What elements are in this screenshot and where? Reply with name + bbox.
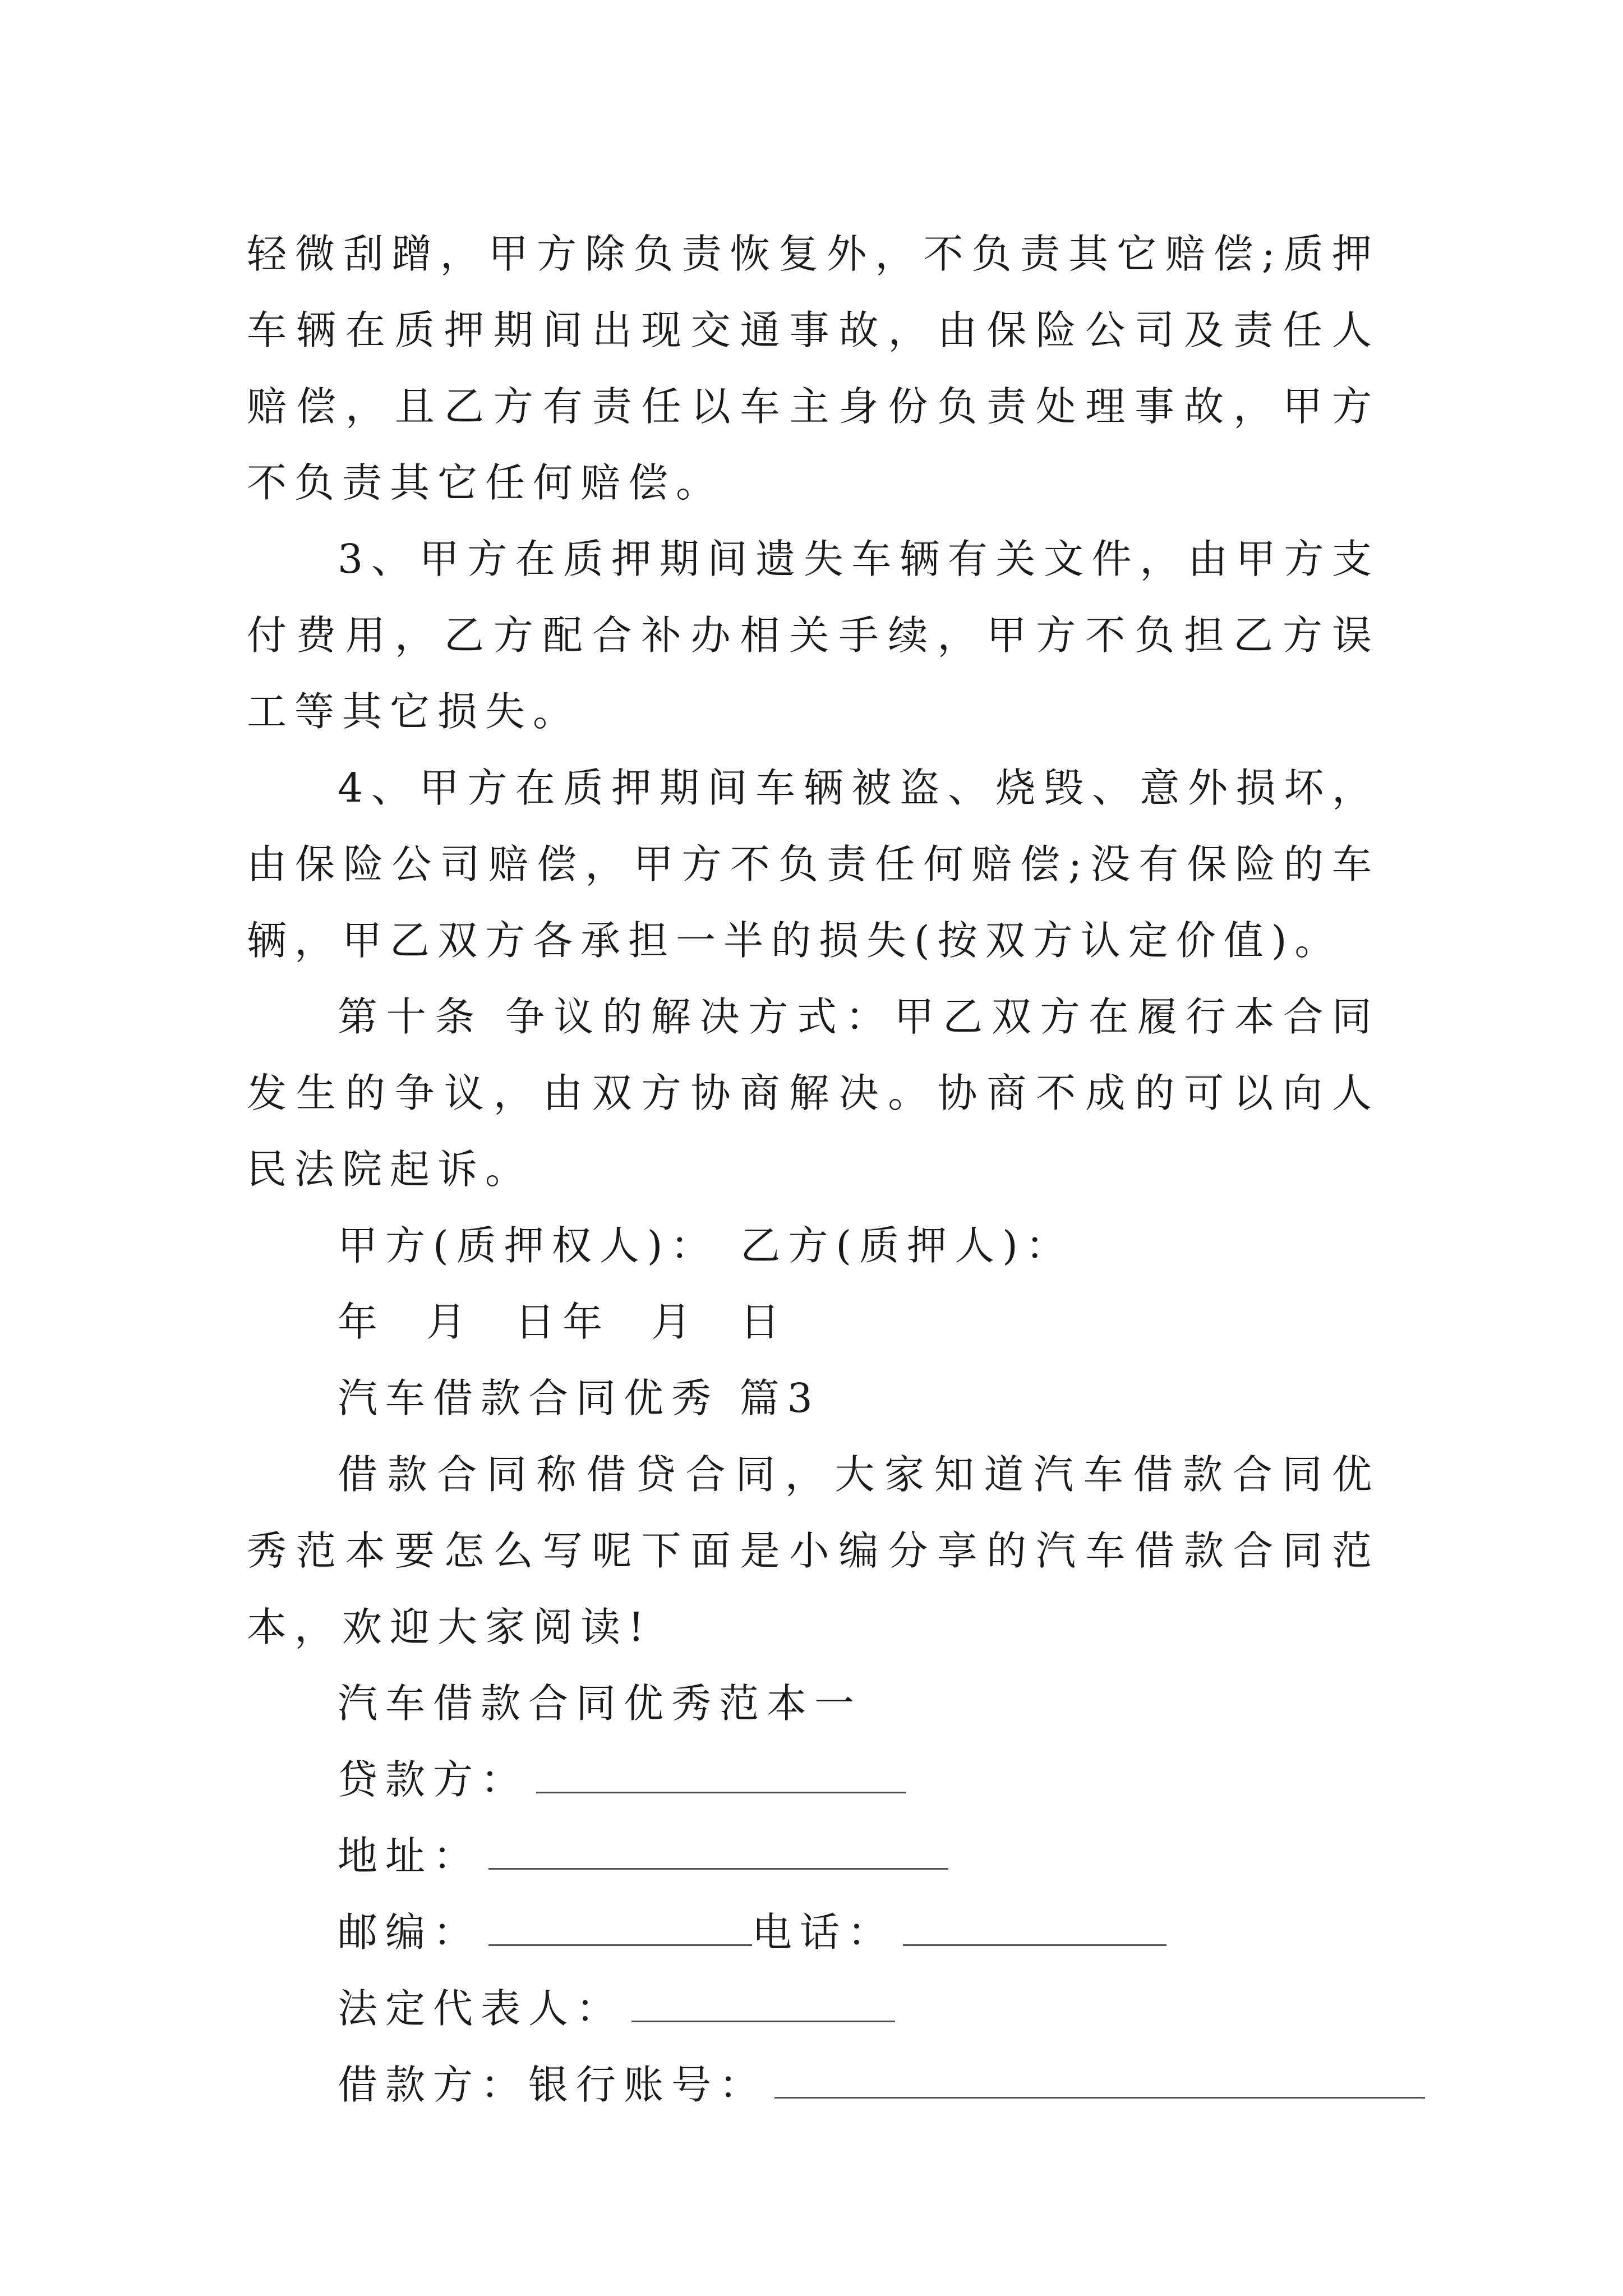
borrower-field-row <box>247 2047 1380 2123</box>
address-label: 地址： <box>338 1833 481 1879</box>
pledgor-label: 乙方(质押人)： <box>740 1222 1073 1269</box>
paragraph-clause-4: 4、甲方在质押期间车辆被盗、烧毁、意外损坏，由保险公司赔偿，甲方不负责任何赔偿;没有保险的车辆，甲乙双方各承担一半的损失(按双方认定价值)。 <box>247 765 1380 964</box>
template-title: 汽车借款合同优秀范本一 <box>338 1680 863 1727</box>
address-blank[interactable] <box>488 1829 948 1870</box>
paragraph-damage-terms: 轻微刮蹭，甲方除负责恢复外，不负责其它赔偿;质押车辆在质押期间出现交通事故，由保险公司及责任人赔偿，且乙方有责任以车主身份负责处理事故，甲方不负责其它任何赔偿。 <box>247 231 1380 506</box>
legal-rep-label: 法定代表人： <box>338 1985 624 2032</box>
signature-date-line: 年 月 日年 月 日 <box>338 1299 788 1345</box>
lender-field-row <box>247 1742 1380 1818</box>
lender-label: 贷款方： <box>338 1756 529 1803</box>
borrower-label: 借款方：银行账号： <box>338 2062 767 2108</box>
pledgee-label: 甲方(质押权人)： <box>338 1222 718 1269</box>
legal-rep-blank[interactable] <box>631 1981 895 2022</box>
legal-rep-field-row <box>247 1971 1380 2047</box>
postcode-phone-row <box>247 1894 1380 1971</box>
document-body <box>247 216 1380 2123</box>
paragraph-clause-3: 3、甲方在质押期间遗失车辆有关文件，由甲方支付费用，乙方配合补办相关手续，甲方不负担乙方误工等其它损失。 <box>247 536 1380 735</box>
bank-account-blank[interactable] <box>774 2058 1425 2099</box>
paragraph-article-10: 第十条 争议的解决方式：甲乙双方在履行本合同发生的争议，由双方协商解决。协商不成的可以向人民法院起诉。 <box>247 993 1380 1193</box>
phone-label: 电话： <box>752 1909 896 1955</box>
postcode-label: 邮编： <box>338 1909 481 1955</box>
address-field-row <box>247 1818 1380 1894</box>
signature-parties-line <box>247 1208 1380 1284</box>
paragraph-intro: 借款合同称借贷合同，大家知道汽车借款合同优秀范本要怎么写呢下面是小编分享的汽车借款合同范本，欢迎大家阅读! <box>247 1451 1380 1650</box>
postcode-blank[interactable] <box>488 1905 752 1946</box>
phone-blank[interactable] <box>903 1905 1166 1946</box>
section-heading: 汽车借款合同优秀 篇3 <box>338 1375 820 1421</box>
lender-blank[interactable] <box>536 1752 906 1793</box>
